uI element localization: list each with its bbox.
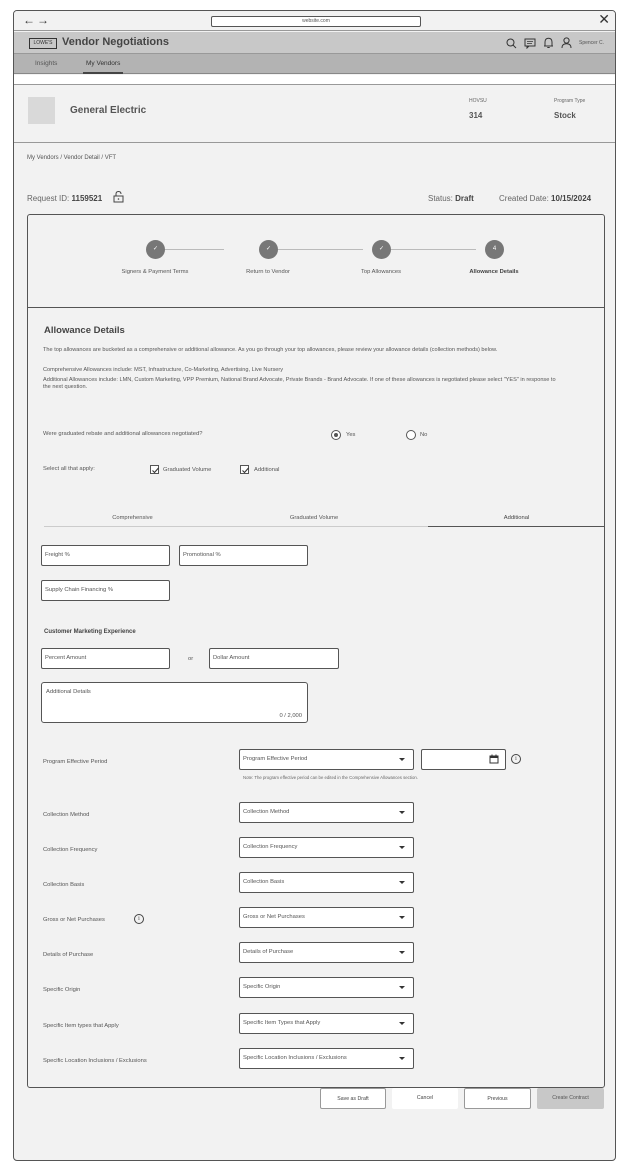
customer-marketing-title: Customer Marketing Experience [44,629,136,635]
step-2-label[interactable]: Return to Vendor [246,269,290,275]
select-all-label: Select all that apply: [43,466,95,472]
search-icon[interactable] [506,38,517,49]
status [428,194,474,203]
promotional-percent-input[interactable]: Promotional % [179,545,308,566]
request-id-value: 1159521 [71,194,103,203]
step-connector [390,249,476,250]
item-types-label: Specific Item types that Apply [43,1023,119,1029]
checkmark-icon [241,466,250,475]
header-actions [506,35,604,51]
header-spacer [14,75,615,85]
back-forward-arrows-icon[interactable]: ←→ [23,13,51,27]
vendor-card [14,85,615,143]
section-title: Allowance Details [44,325,125,336]
character-counter: 0 / 2,000 [279,713,302,719]
message-icon[interactable] [524,38,536,49]
yes-radio-label[interactable]: Yes [346,432,356,438]
no-radio-label[interactable]: No [420,432,428,438]
details-of-purchase-select[interactable] [239,942,414,963]
location-inclusions-placeholder: Specific Location Inclusions / Exclusions [243,1055,347,1061]
vendor-name: General Electric [70,105,147,116]
dollar-amount-input[interactable]: Dollar Amount [209,648,339,669]
collection-basis-label: Collection Basis [43,882,85,888]
chevron-down-icon [399,758,405,761]
chevron-down-icon [399,951,405,954]
chevron-down-icon [399,881,405,884]
details-of-purchase-placeholder: Details of Purchase [243,949,294,955]
info-icon[interactable]: i [134,914,144,924]
collection-frequency-select[interactable] [239,837,414,858]
gross-net-select[interactable] [239,907,414,928]
cancel-button[interactable]: Cancel [392,1088,458,1109]
step-connector [277,249,363,250]
collection-frequency-placeholder: Collection Frequency [243,844,298,850]
created-date-value: 10/15/2024 [551,194,592,203]
program-effective-note: Note: The program effective period can be edited in the Comprehensive Allowances section. [243,775,418,780]
hovsu-value: 314 [469,111,483,120]
step-4-number[interactable]: 4 [485,240,504,259]
yes-radio[interactable] [331,430,341,440]
program-effective-select[interactable] [239,749,414,770]
allowance-form-card [27,214,605,1088]
chevron-down-icon [399,811,405,814]
breadcrumb[interactable]: My Vendors / Vendor Detail / VFT [27,155,117,161]
browser-bar [14,11,615,31]
tab-insights[interactable]: Insights [35,60,58,67]
location-inclusions-select[interactable] [239,1048,414,1069]
vendor-logo [28,97,55,124]
checkmark-icon [151,466,160,475]
date-input[interactable] [421,749,506,770]
location-inclusions-label: Specific Location Inclusions / Exclusions [43,1058,147,1064]
collection-basis-placeholder: Collection Basis [243,879,285,885]
program-type-value: Stock [554,111,576,120]
subtab-graduated-volume[interactable]: Graduated Volume [289,515,339,521]
no-radio[interactable] [406,430,416,440]
app-header [14,32,615,54]
close-window-icon[interactable]: ✕ [598,11,610,27]
collection-method-select[interactable] [239,802,414,823]
additional-allowances-note: Additional Allowances include: LMN, Custom Marketing, VPP Premium, National Brand Advocate, Private Brands - Brand Advocate. If one of these allowances is negotiated please select "YES" in response to the next question. [43,377,556,391]
status-value: Draft [455,194,474,203]
program-type-label: Program Type [554,98,586,104]
chevron-down-icon [399,1022,405,1025]
allowance-subtabs [44,511,592,527]
details-of-purchase-label: Details of Purchase [43,952,94,958]
specific-origin-select[interactable] [239,977,414,998]
app-window [13,10,616,1161]
step-4-label[interactable]: Allowance Details [469,269,519,275]
user-icon[interactable] [561,37,572,49]
status-label: Status: [428,194,453,203]
additional-details-textarea[interactable] [41,682,308,723]
negotiated-question: Were graduated rebate and additional allowances negotiated? [43,431,203,437]
graduated-volume-checkbox[interactable] [150,465,159,474]
previous-button[interactable]: Previous [464,1088,531,1109]
additional-checkbox[interactable] [240,465,249,474]
created-date-label: Created Date: [499,194,549,203]
hovsu-label: HOVSU [469,98,487,104]
collection-method-label: Collection Method [43,812,90,818]
brand-logo[interactable]: LOWE'S [29,38,57,49]
graduated-volume-label[interactable]: Graduated Volume [163,467,212,473]
collection-frequency-label: Collection Frequency [43,847,98,853]
freight-percent-input[interactable]: Freight % [41,545,170,566]
create-contract-button[interactable]: Create Contract [537,1088,604,1109]
url-bar[interactable]: website.com [211,16,421,27]
item-types-placeholder: Specific Item Types that Apply [243,1020,321,1026]
gross-net-label: Gross or Net Purchases [43,917,105,923]
step-1-label[interactable]: Signers & Payment Terms [121,269,189,275]
collection-basis-select[interactable] [239,872,414,893]
percent-amount-input[interactable]: Percent Amount [41,648,170,669]
supply-chain-financing-input[interactable]: Supply Chain Financing % [41,580,170,601]
subtab-comprehensive[interactable]: Comprehensive [112,515,153,521]
chevron-down-icon [399,846,405,849]
save-draft-button[interactable]: Save as Draft [320,1088,386,1109]
additional-label[interactable]: Additional [254,467,280,473]
collection-method-placeholder: Collection Method [243,809,290,815]
comprehensive-allowances-note: Comprehensive Allowances include: MST, Infrastructure, Co-Marketing, Advertising, Live Nursery [43,367,284,373]
progress-stepper [28,215,604,308]
program-effective-placeholder: Program Effective Period [243,756,308,762]
unlock-icon[interactable] [113,191,124,203]
user-name[interactable]: Spencer C. [578,40,604,46]
additional-details-placeholder: Additional Details [46,689,91,695]
main-tabs [14,54,615,74]
section-description: The top allowances are bucketed as a comprehensive or additional allowance. As you go through your top allowances, please review your allowance details (collection methods) below. [43,347,498,353]
step-connector [164,249,224,250]
or-label: or [188,656,194,662]
step-3-label[interactable]: Top Allowances [361,269,401,275]
subtab-additional[interactable]: Additional [428,511,605,527]
info-icon[interactable]: i [511,754,521,764]
request-id [27,194,102,203]
chevron-down-icon [399,1057,405,1060]
program-effective-label: Program Effective Period [43,759,108,765]
request-id-label: Request ID: [27,194,70,203]
step-1-check-icon[interactable]: ✓ [146,240,165,259]
tab-my-vendors[interactable]: My Vendors [83,54,123,74]
calendar-icon[interactable] [489,754,499,764]
created-date [499,194,591,203]
app-title: Vendor Negotiations [62,36,169,48]
item-types-select[interactable] [239,1013,414,1034]
specific-origin-placeholder: Specific Origin [243,984,281,990]
chevron-down-icon [399,916,405,919]
step-3-check-icon[interactable]: ✓ [372,240,391,259]
bell-icon[interactable] [543,37,554,49]
gross-net-placeholder: Gross or Net Purchases [243,914,305,920]
chevron-down-icon [399,986,405,989]
specific-origin-label: Specific Origin [43,987,81,993]
step-2-check-icon[interactable]: ✓ [259,240,278,259]
